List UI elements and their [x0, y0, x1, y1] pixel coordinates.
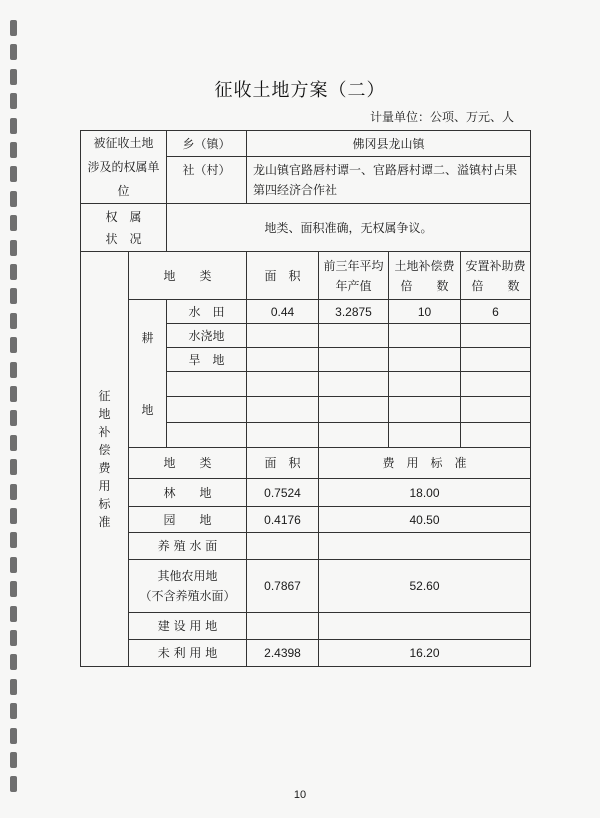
binding-hole — [10, 215, 17, 231]
other-land-area: 0.7867 — [247, 560, 319, 613]
farmland-type: 旱 地 — [167, 348, 247, 372]
farmland-land-multiple — [389, 324, 461, 348]
side-char: 费 — [98, 461, 111, 475]
other-land-header-row — [81, 448, 531, 479]
binding-hole — [10, 508, 17, 524]
other-land-standard: 16.20 — [319, 640, 531, 667]
farmland-resettle-multiple — [461, 423, 531, 448]
binding-hole — [10, 362, 17, 378]
binding-hole — [10, 264, 17, 280]
binding-hole — [10, 435, 17, 451]
farmland-type: 水 田 — [167, 300, 247, 324]
farmland-output — [319, 348, 389, 372]
binding-hole — [10, 654, 17, 670]
binding-hole — [10, 459, 17, 475]
status-label-cell — [81, 204, 167, 252]
binding-hole — [10, 386, 17, 402]
compensation-side-label — [81, 252, 129, 667]
binding-hole — [10, 557, 17, 573]
header-land-multiple: 土地补偿费倍 数 — [389, 252, 461, 300]
binding-hole — [10, 606, 17, 622]
header-area: 面 积 — [247, 252, 319, 300]
other-land-area: 2.4398 — [247, 640, 319, 667]
other-land-area: 0.4176 — [247, 507, 319, 533]
other-land-type: 林 地 — [129, 479, 247, 507]
town-value: 佛冈县龙山镇 — [247, 131, 531, 157]
farmland-output — [319, 324, 389, 348]
side-char: 地 — [98, 407, 111, 421]
binding-hole — [10, 410, 17, 426]
side-char: 标 — [98, 497, 111, 511]
other-land-type — [129, 560, 247, 613]
farmland-output — [319, 372, 389, 397]
owner-town-row — [81, 131, 531, 157]
binding-hole — [10, 484, 17, 500]
farmland-output — [319, 397, 389, 423]
side-char: 偿 — [98, 443, 111, 457]
binding-hole — [10, 20, 17, 36]
other-land-type: 建 设 用 地 — [129, 613, 247, 640]
binding-hole — [10, 240, 17, 256]
farmland-type — [167, 372, 247, 397]
owner-label-line1: 被征收土地 — [93, 136, 154, 150]
farmland-resettle-multiple — [461, 348, 531, 372]
farmland-area — [247, 372, 319, 397]
side-char: 准 — [98, 515, 111, 529]
farmland-char: 耕 — [141, 330, 154, 345]
farmland-output: 3.2875 — [319, 300, 389, 324]
header2-area: 面 积 — [247, 448, 319, 479]
side-char: 补 — [98, 425, 111, 439]
binding-hole — [10, 288, 17, 304]
header-resettle-multiple: 安置补助费倍 数 — [461, 252, 531, 300]
other-land-type: 未 利 用 地 — [129, 640, 247, 667]
other-land-standard: 18.00 — [319, 479, 531, 507]
other-land-standard — [319, 613, 531, 640]
header2-land-type: 地 类 — [129, 448, 247, 479]
farmland-type — [167, 397, 247, 423]
farmland-resettle-multiple: 6 — [461, 300, 531, 324]
binding-hole — [10, 679, 17, 695]
binding-hole — [10, 44, 17, 60]
other-land-row — [81, 507, 531, 533]
farmland-land-multiple: 10 — [389, 300, 461, 324]
farmland-label — [129, 300, 167, 448]
other-land-standard — [319, 533, 531, 560]
binding-hole — [10, 630, 17, 646]
land-plan-table — [80, 130, 531, 667]
side-char: 征 — [98, 389, 111, 403]
binding-hole — [10, 142, 17, 158]
binding-hole — [10, 313, 17, 329]
village-value: 龙山镇官路唇村谭一、官路唇村谭二、溢镇村占果第四经济合作社 — [247, 157, 531, 204]
farmland-output — [319, 423, 389, 448]
status-label-line2: 状 况 — [105, 231, 142, 246]
farmland-header-row — [81, 252, 531, 300]
other-land-area: 0.7524 — [247, 479, 319, 507]
other-land-type-line2: （不含养殖水面） — [139, 589, 236, 603]
binding-hole — [10, 752, 17, 768]
farmland-char: 地 — [141, 402, 154, 417]
header-land-type: 地 类 — [129, 252, 247, 300]
farmland-land-multiple — [389, 348, 461, 372]
header-output: 前三年平均年产值 — [319, 252, 389, 300]
other-land-row — [81, 560, 531, 613]
owner-label-line2: 涉及的权属单位 — [87, 160, 160, 198]
farmland-land-multiple — [389, 372, 461, 397]
farmland-land-multiple — [389, 397, 461, 423]
other-land-type: 园 地 — [129, 507, 247, 533]
other-land-row — [81, 479, 531, 507]
binding-hole — [10, 337, 17, 353]
other-land-type: 养 殖 水 面 — [129, 533, 247, 560]
farmland-resettle-multiple — [461, 397, 531, 423]
binding-hole — [10, 118, 17, 134]
other-land-row — [81, 533, 531, 560]
binding-holes — [10, 20, 24, 800]
other-land-row — [81, 640, 531, 667]
farmland-area — [247, 423, 319, 448]
farmland-area — [247, 348, 319, 372]
status-row — [81, 204, 531, 252]
village-label: 社（村） — [167, 157, 247, 204]
farmland-type — [167, 423, 247, 448]
other-land-standard: 40.50 — [319, 507, 531, 533]
owner-label-cell — [81, 131, 167, 204]
farmland-land-multiple — [389, 423, 461, 448]
farmland-row — [81, 300, 531, 324]
unit-note: 计量单位：公项、万元、人 — [369, 110, 514, 124]
page-number: 10 — [293, 789, 307, 801]
farmland-area — [247, 397, 319, 423]
binding-hole — [10, 728, 17, 744]
farmland-area: 0.44 — [247, 300, 319, 324]
binding-hole — [10, 191, 17, 207]
other-land-area — [247, 533, 319, 560]
binding-hole — [10, 166, 17, 182]
other-land-area — [247, 613, 319, 640]
status-value: 地类、面积准确，无权属争议。 — [167, 204, 531, 252]
other-land-standard: 52.60 — [319, 560, 531, 613]
binding-hole — [10, 581, 17, 597]
farmland-resettle-multiple — [461, 324, 531, 348]
other-land-type-line1: 其他农用地 — [157, 569, 218, 583]
binding-hole — [10, 703, 17, 719]
page-title: 征收土地方案（二） — [214, 80, 386, 101]
binding-hole — [10, 532, 17, 548]
other-land-row — [81, 613, 531, 640]
farmland-type: 水浇地 — [167, 324, 247, 348]
town-label: 乡（镇） — [167, 131, 247, 157]
status-label-line1: 权 属 — [105, 209, 142, 224]
header2-standard: 费 用 标 准 — [319, 448, 531, 479]
farmland-area — [247, 324, 319, 348]
side-char: 用 — [98, 479, 111, 493]
farmland-resettle-multiple — [461, 372, 531, 397]
